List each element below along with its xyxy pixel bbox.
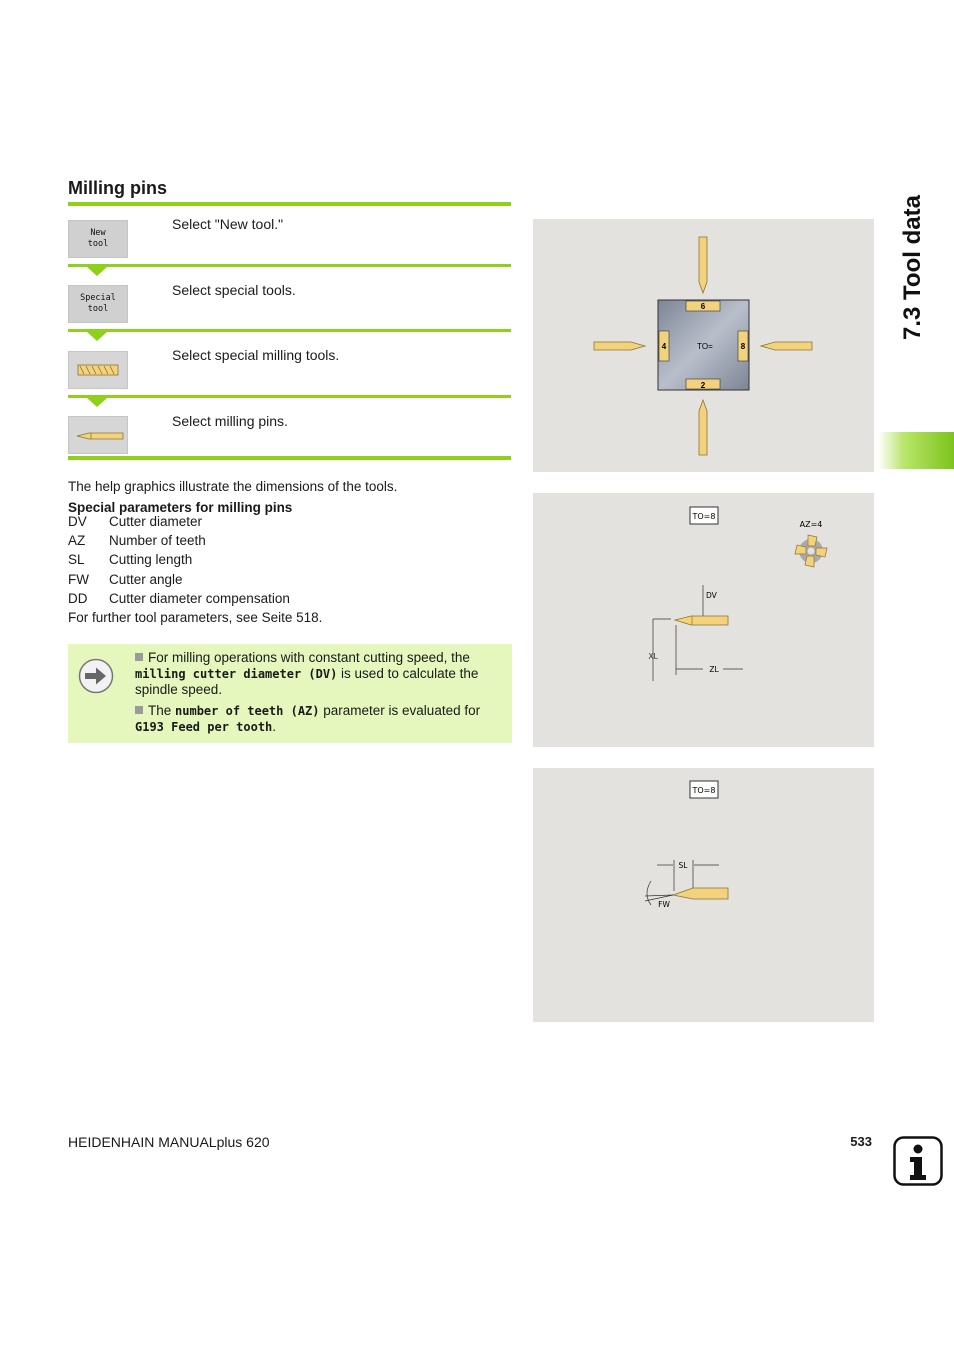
footer-manual-name: HEIDENHAIN MANUALplus 620 [68,1134,270,1150]
length-angle-diagram [533,768,874,1022]
note-item: The number of teeth (AZ) parameter is evaluated for G193 Feed per tooth. [135,703,481,734]
step-arrow-icon [87,398,107,407]
new-tool-softkey[interactable]: New tool [68,220,128,258]
parameter-row [68,533,206,548]
step-divider [68,456,511,460]
dimension-dv-label: DV [706,591,717,600]
step-divider [68,202,511,206]
intro-text: The help graphics illustrate the dimensions of the tools. [68,479,398,494]
parameter-desc: Cutter angle [109,572,183,587]
arrow-right-icon [78,658,114,694]
parameter-row [68,572,183,587]
parameter-abbr: DV [68,514,87,529]
orientation-diagram [533,219,874,472]
orientation-label-right: 8 [740,342,746,351]
parameter-row [68,552,192,567]
special-milling-tools-softkey[interactable] [68,351,128,389]
chapter-label [870,180,940,350]
milling-pins-softkey[interactable] [68,416,128,454]
figure-length-angle [533,768,874,1022]
parameters-title: Special parameters for milling pins [68,500,293,515]
further-reference-text: For further tool parameters, see Seite 518. [68,610,323,625]
parameter-row [68,591,290,606]
parameter-row [68,514,202,529]
cutter-teeth-icon [795,535,827,567]
step-text: Select milling pins. [172,413,288,429]
milling-tool-icon [69,352,127,388]
note-box [68,644,512,743]
dimension-xl-label: XL [648,652,658,661]
orientation-label-top: 6 [700,302,706,311]
orientation-label-bottom: 2 [700,381,706,390]
step-text: Select "New tool." [172,216,284,232]
dimension-sl-label: SL [678,861,688,870]
step-text: Select special tools. [172,282,296,298]
parameter-abbr: AZ [68,533,86,548]
bullet-icon [135,653,143,661]
page-number: 533 [850,1134,872,1149]
step-arrow-icon [87,332,107,341]
orientation-label-left: 4 [661,342,667,351]
chapter-tab [878,432,954,469]
milling-pin-icon [69,417,127,453]
step-arrow-icon [87,267,107,276]
step-divider [68,329,511,332]
parameter-desc: Number of teeth [109,533,206,548]
orientation-label-center: TO= [697,342,713,351]
tool-orientation-label: TO=8 [692,786,716,795]
svg-text:7.3 Tool data: 7.3 Tool data [899,195,926,340]
info-icon [893,1136,943,1186]
figure-diameter-teeth [533,493,874,747]
parameter-desc: Cutter diameter [109,514,203,529]
parameter-desc: Cutter diameter compensation [109,591,290,606]
bullet-icon [135,706,143,714]
figure-tool-orientation [533,219,874,472]
step-text: Select special milling tools. [172,347,340,363]
section-title: Milling pins [68,178,167,198]
teeth-count-label: AZ=4 [799,520,823,529]
diameter-teeth-diagram [533,493,874,747]
dimension-zl-label: ZL [709,665,719,674]
parameter-abbr: DD [68,591,88,606]
note-item: For milling operations with constant cutting speed, the milling cutter diameter (DV) is used to calculate the spindle speed. [135,650,479,697]
special-tool-softkey[interactable]: Special tool [68,285,128,323]
tool-orientation-label: TO=8 [692,512,716,521]
parameter-abbr: SL [68,552,85,567]
parameter-desc: Cutting length [109,552,193,567]
step-divider [68,264,511,267]
parameter-abbr: FW [68,572,89,587]
dimension-fw-label: FW [658,900,670,909]
step-divider [68,395,511,398]
